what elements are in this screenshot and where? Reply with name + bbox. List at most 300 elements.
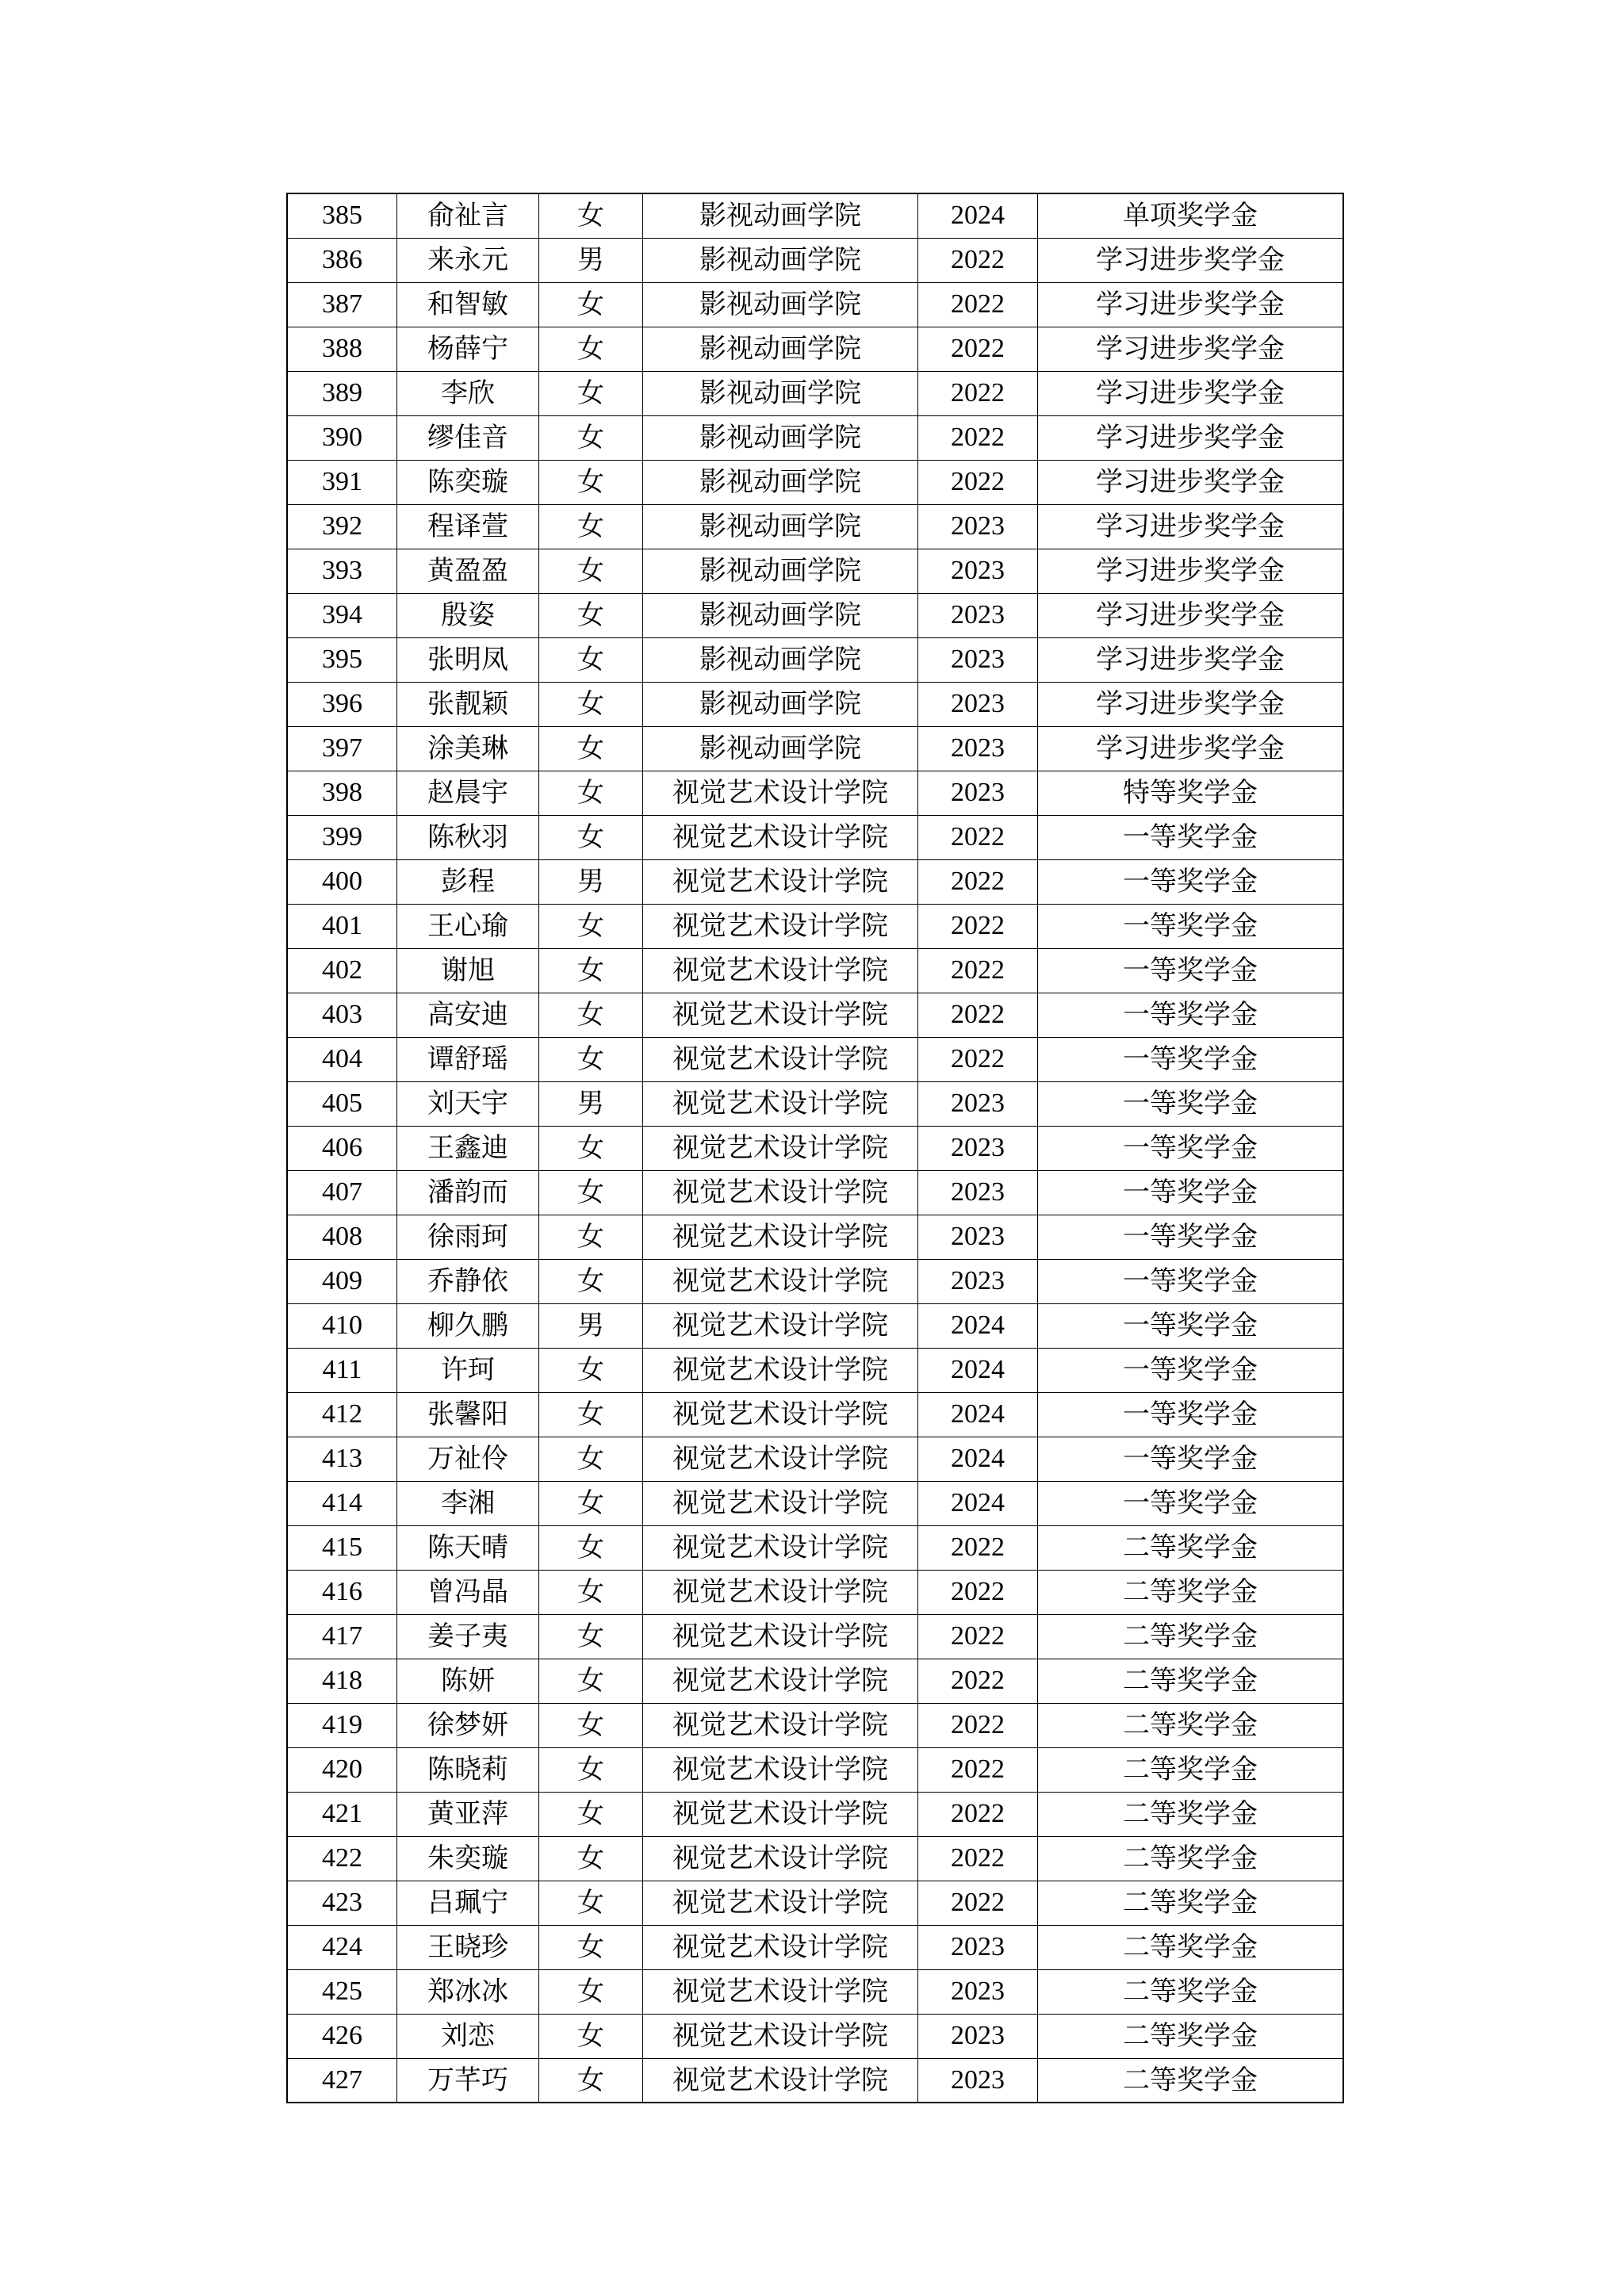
row-number-cell: 406 [287, 1126, 397, 1170]
college-cell: 影视动画学院 [643, 415, 918, 460]
grade-year-cell: 2022 [918, 1747, 1038, 1792]
gender-cell: 女 [539, 415, 643, 460]
student-name-cell: 潘韵而 [397, 1170, 539, 1215]
table-row [287, 1126, 1343, 1170]
award-cell: 一等奖学金 [1038, 859, 1344, 904]
gender-cell: 女 [539, 504, 643, 549]
gender-cell: 女 [539, 948, 643, 993]
table-row [287, 1881, 1343, 1925]
row-number-cell: 419 [287, 1703, 397, 1747]
table-row [287, 1259, 1343, 1303]
college-cell: 视觉艺术设计学院 [643, 1881, 918, 1925]
student-name-cell: 程译萱 [397, 504, 539, 549]
gender-cell: 女 [539, 282, 643, 327]
student-name-cell: 杨薛宁 [397, 327, 539, 371]
award-cell: 二等奖学金 [1038, 1969, 1344, 2014]
award-cell: 一等奖学金 [1038, 1126, 1344, 1170]
grade-year-cell: 2022 [918, 371, 1038, 415]
student-name-cell: 谢旭 [397, 948, 539, 993]
student-name-cell: 赵晨宇 [397, 771, 539, 815]
grade-year-cell: 2023 [918, 1126, 1038, 1170]
table-row [287, 1836, 1343, 1881]
gender-cell: 女 [539, 1969, 643, 2014]
college-cell: 视觉艺术设计学院 [643, 1170, 918, 1215]
row-number-cell: 415 [287, 1525, 397, 1570]
row-number-cell: 389 [287, 371, 397, 415]
row-number-cell: 427 [287, 2058, 397, 2103]
table-row [287, 1525, 1343, 1570]
college-cell: 视觉艺术设计学院 [643, 1570, 918, 1614]
college-cell: 影视动画学院 [643, 549, 918, 593]
grade-year-cell: 2022 [918, 1703, 1038, 1747]
award-cell: 二等奖学金 [1038, 1614, 1344, 1659]
gender-cell: 女 [539, 593, 643, 637]
student-name-cell: 吕珮宁 [397, 1881, 539, 1925]
table-row [287, 1437, 1343, 1481]
award-cell: 二等奖学金 [1038, 1925, 1344, 1969]
table-row [287, 682, 1343, 726]
gender-cell: 女 [539, 327, 643, 371]
award-cell: 二等奖学金 [1038, 2058, 1344, 2103]
grade-year-cell: 2022 [918, 1792, 1038, 1836]
gender-cell: 女 [539, 1792, 643, 1836]
college-cell: 影视动画学院 [643, 504, 918, 549]
student-name-cell: 许珂 [397, 1348, 539, 1392]
student-name-cell: 刘天宇 [397, 1081, 539, 1126]
gender-cell: 女 [539, 193, 643, 238]
row-number-cell: 409 [287, 1259, 397, 1303]
student-name-cell: 陈天晴 [397, 1525, 539, 1570]
row-number-cell: 407 [287, 1170, 397, 1215]
gender-cell: 女 [539, 637, 643, 682]
table-row [287, 2058, 1343, 2103]
student-name-cell: 和智敏 [397, 282, 539, 327]
table-row [287, 1392, 1343, 1437]
grade-year-cell: 2023 [918, 771, 1038, 815]
college-cell: 视觉艺术设计学院 [643, 1969, 918, 2014]
grade-year-cell: 2023 [918, 1969, 1038, 2014]
grade-year-cell: 2022 [918, 238, 1038, 282]
college-cell: 视觉艺术设计学院 [643, 1215, 918, 1259]
table-row [287, 859, 1343, 904]
grade-year-cell: 2024 [918, 193, 1038, 238]
grade-year-cell: 2022 [918, 1614, 1038, 1659]
grade-year-cell: 2024 [918, 1392, 1038, 1437]
college-cell: 影视动画学院 [643, 371, 918, 415]
row-number-cell: 386 [287, 238, 397, 282]
row-number-cell: 418 [287, 1659, 397, 1703]
award-cell: 一等奖学金 [1038, 815, 1344, 859]
award-cell: 一等奖学金 [1038, 948, 1344, 993]
grade-year-cell: 2023 [918, 1081, 1038, 1126]
grade-year-cell: 2024 [918, 1481, 1038, 1525]
college-cell: 视觉艺术设计学院 [643, 1703, 918, 1747]
college-cell: 视觉艺术设计学院 [643, 1925, 918, 1969]
table-row [287, 1792, 1343, 1836]
grade-year-cell: 2024 [918, 1437, 1038, 1481]
row-number-cell: 393 [287, 549, 397, 593]
gender-cell: 女 [539, 1747, 643, 1792]
grade-year-cell: 2022 [918, 993, 1038, 1037]
grade-year-cell: 2022 [918, 1836, 1038, 1881]
student-name-cell: 缪佳音 [397, 415, 539, 460]
award-cell: 一等奖学金 [1038, 1037, 1344, 1081]
college-cell: 视觉艺术设计学院 [643, 2014, 918, 2058]
student-name-cell: 涂美琳 [397, 726, 539, 771]
table-row [287, 327, 1343, 371]
row-number-cell: 422 [287, 1836, 397, 1881]
table-row [287, 771, 1343, 815]
row-number-cell: 411 [287, 1348, 397, 1392]
award-cell: 二等奖学金 [1038, 1659, 1344, 1703]
gender-cell: 男 [539, 238, 643, 282]
grade-year-cell: 2024 [918, 1303, 1038, 1348]
student-name-cell: 张馨阳 [397, 1392, 539, 1437]
grade-year-cell: 2022 [918, 1037, 1038, 1081]
row-number-cell: 424 [287, 1925, 397, 1969]
table-row [287, 371, 1343, 415]
award-cell: 一等奖学金 [1038, 1392, 1344, 1437]
student-name-cell: 徐雨珂 [397, 1215, 539, 1259]
table-row [287, 1215, 1343, 1259]
grade-year-cell: 2022 [918, 1570, 1038, 1614]
award-cell: 一等奖学金 [1038, 1215, 1344, 1259]
student-name-cell: 朱奕璇 [397, 1836, 539, 1881]
student-name-cell: 乔静依 [397, 1259, 539, 1303]
table-row [287, 1614, 1343, 1659]
award-cell: 单项奖学金 [1038, 193, 1344, 238]
college-cell: 视觉艺术设计学院 [643, 2058, 918, 2103]
table-row [287, 726, 1343, 771]
table-row [287, 637, 1343, 682]
gender-cell: 男 [539, 1303, 643, 1348]
table-row [287, 1703, 1343, 1747]
student-name-cell: 彭程 [397, 859, 539, 904]
row-number-cell: 421 [287, 1792, 397, 1836]
row-number-cell: 417 [287, 1614, 397, 1659]
award-cell: 二等奖学金 [1038, 1792, 1344, 1836]
college-cell: 视觉艺术设计学院 [643, 1081, 918, 1126]
grade-year-cell: 2022 [918, 1881, 1038, 1925]
college-cell: 视觉艺术设计学院 [643, 1437, 918, 1481]
table-row [287, 1081, 1343, 1126]
college-cell: 视觉艺术设计学院 [643, 859, 918, 904]
table-row [287, 282, 1343, 327]
row-number-cell: 397 [287, 726, 397, 771]
table-row [287, 460, 1343, 504]
grade-year-cell: 2022 [918, 415, 1038, 460]
gender-cell: 女 [539, 1570, 643, 1614]
student-name-cell: 郑冰冰 [397, 1969, 539, 2014]
grade-year-cell: 2023 [918, 549, 1038, 593]
scholarship-list-table [286, 193, 1344, 2103]
gender-cell: 女 [539, 993, 643, 1037]
student-name-cell: 张靓颖 [397, 682, 539, 726]
grade-year-cell: 2023 [918, 504, 1038, 549]
grade-year-cell: 2022 [918, 282, 1038, 327]
college-cell: 视觉艺术设计学院 [643, 948, 918, 993]
award-cell: 二等奖学金 [1038, 1836, 1344, 1881]
table-row [287, 948, 1343, 993]
gender-cell: 女 [539, 1925, 643, 1969]
row-number-cell: 425 [287, 1969, 397, 2014]
grade-year-cell: 2023 [918, 1215, 1038, 1259]
college-cell: 影视动画学院 [643, 460, 918, 504]
gender-cell: 女 [539, 1126, 643, 1170]
gender-cell: 女 [539, 1836, 643, 1881]
student-name-cell: 李欣 [397, 371, 539, 415]
table-row [287, 1037, 1343, 1081]
college-cell: 视觉艺术设计学院 [643, 815, 918, 859]
grade-year-cell: 2022 [918, 904, 1038, 948]
row-number-cell: 423 [287, 1881, 397, 1925]
row-number-cell: 396 [287, 682, 397, 726]
student-name-cell: 万祉伶 [397, 1437, 539, 1481]
student-name-cell: 李湘 [397, 1481, 539, 1525]
student-name-cell: 陈晓莉 [397, 1747, 539, 1792]
gender-cell: 男 [539, 1081, 643, 1126]
college-cell: 视觉艺术设计学院 [643, 1303, 918, 1348]
gender-cell: 女 [539, 2058, 643, 2103]
award-cell: 一等奖学金 [1038, 1437, 1344, 1481]
award-cell: 学习进步奖学金 [1038, 460, 1344, 504]
table-row [287, 238, 1343, 282]
award-cell: 学习进步奖学金 [1038, 371, 1344, 415]
student-name-cell: 曾冯晶 [397, 1570, 539, 1614]
row-number-cell: 403 [287, 993, 397, 1037]
college-cell: 视觉艺术设计学院 [643, 1792, 918, 1836]
student-name-cell: 王晓珍 [397, 1925, 539, 1969]
award-cell: 一等奖学金 [1038, 1259, 1344, 1303]
row-number-cell: 391 [287, 460, 397, 504]
student-name-cell: 俞祉言 [397, 193, 539, 238]
row-number-cell: 394 [287, 593, 397, 637]
award-cell: 学习进步奖学金 [1038, 637, 1344, 682]
award-cell: 一等奖学金 [1038, 1303, 1344, 1348]
college-cell: 影视动画学院 [643, 637, 918, 682]
grade-year-cell: 2022 [918, 1525, 1038, 1570]
gender-cell: 女 [539, 682, 643, 726]
gender-cell: 女 [539, 1437, 643, 1481]
award-cell: 学习进步奖学金 [1038, 327, 1344, 371]
college-cell: 视觉艺术设计学院 [643, 1348, 918, 1392]
college-cell: 视觉艺术设计学院 [643, 1126, 918, 1170]
award-cell: 学习进步奖学金 [1038, 282, 1344, 327]
table-row [287, 504, 1343, 549]
row-number-cell: 395 [287, 637, 397, 682]
award-cell: 学习进步奖学金 [1038, 238, 1344, 282]
table-row [287, 1570, 1343, 1614]
student-name-cell: 王心瑜 [397, 904, 539, 948]
grade-year-cell: 2023 [918, 682, 1038, 726]
award-cell: 学习进步奖学金 [1038, 682, 1344, 726]
college-cell: 影视动画学院 [643, 593, 918, 637]
table-row [287, 1925, 1343, 1969]
gender-cell: 女 [539, 1481, 643, 1525]
grade-year-cell: 2024 [918, 1348, 1038, 1392]
college-cell: 视觉艺术设计学院 [643, 993, 918, 1037]
award-cell: 学习进步奖学金 [1038, 415, 1344, 460]
gender-cell: 女 [539, 1215, 643, 1259]
row-number-cell: 420 [287, 1747, 397, 1792]
table-row [287, 815, 1343, 859]
row-number-cell: 392 [287, 504, 397, 549]
award-cell: 一等奖学金 [1038, 1170, 1344, 1215]
award-cell: 二等奖学金 [1038, 2014, 1344, 2058]
award-cell: 二等奖学金 [1038, 1747, 1344, 1792]
gender-cell: 女 [539, 815, 643, 859]
grade-year-cell: 2022 [918, 460, 1038, 504]
award-cell: 二等奖学金 [1038, 1703, 1344, 1747]
table-row [287, 593, 1343, 637]
gender-cell: 女 [539, 1348, 643, 1392]
student-name-cell: 张明凤 [397, 637, 539, 682]
college-cell: 影视动画学院 [643, 282, 918, 327]
row-number-cell: 404 [287, 1037, 397, 1081]
row-number-cell: 390 [287, 415, 397, 460]
row-number-cell: 410 [287, 1303, 397, 1348]
gender-cell: 女 [539, 460, 643, 504]
student-name-cell: 刘恋 [397, 2014, 539, 2058]
grade-year-cell: 2022 [918, 815, 1038, 859]
college-cell: 视觉艺术设计学院 [643, 1037, 918, 1081]
gender-cell: 女 [539, 549, 643, 593]
table-row [287, 1170, 1343, 1215]
college-cell: 视觉艺术设计学院 [643, 1392, 918, 1437]
grade-year-cell: 2022 [918, 1659, 1038, 1703]
table-row [287, 1481, 1343, 1525]
college-cell: 视觉艺术设计学院 [643, 904, 918, 948]
grade-year-cell: 2023 [918, 1259, 1038, 1303]
row-number-cell: 408 [287, 1215, 397, 1259]
table-row [287, 549, 1343, 593]
gender-cell: 女 [539, 771, 643, 815]
table-row [287, 1659, 1343, 1703]
student-name-cell: 陈秋羽 [397, 815, 539, 859]
gender-cell: 女 [539, 1259, 643, 1303]
gender-cell: 女 [539, 1392, 643, 1437]
college-cell: 影视动画学院 [643, 682, 918, 726]
student-name-cell: 黄亚萍 [397, 1792, 539, 1836]
student-name-cell: 黄盈盈 [397, 549, 539, 593]
award-cell: 一等奖学金 [1038, 993, 1344, 1037]
row-number-cell: 401 [287, 904, 397, 948]
award-cell: 一等奖学金 [1038, 1348, 1344, 1392]
college-cell: 视觉艺术设计学院 [643, 1481, 918, 1525]
row-number-cell: 400 [287, 859, 397, 904]
college-cell: 影视动画学院 [643, 726, 918, 771]
row-number-cell: 399 [287, 815, 397, 859]
gender-cell: 男 [539, 859, 643, 904]
grade-year-cell: 2023 [918, 1170, 1038, 1215]
table-row [287, 1747, 1343, 1792]
college-cell: 视觉艺术设计学院 [643, 1659, 918, 1703]
table-row [287, 193, 1343, 238]
grade-year-cell: 2022 [918, 948, 1038, 993]
grade-year-cell: 2023 [918, 2058, 1038, 2103]
college-cell: 视觉艺术设计学院 [643, 1614, 918, 1659]
row-number-cell: 405 [287, 1081, 397, 1126]
table-row [287, 1348, 1343, 1392]
college-cell: 影视动画学院 [643, 327, 918, 371]
grade-year-cell: 2023 [918, 593, 1038, 637]
row-number-cell: 402 [287, 948, 397, 993]
gender-cell: 女 [539, 1037, 643, 1081]
row-number-cell: 426 [287, 2014, 397, 2058]
student-name-cell: 柳久鹏 [397, 1303, 539, 1348]
student-name-cell: 高安迪 [397, 993, 539, 1037]
college-cell: 视觉艺术设计学院 [643, 1747, 918, 1792]
table-row [287, 2014, 1343, 2058]
award-cell: 二等奖学金 [1038, 1881, 1344, 1925]
gender-cell: 女 [539, 371, 643, 415]
student-name-cell: 万芊巧 [397, 2058, 539, 2103]
row-number-cell: 385 [287, 193, 397, 238]
student-name-cell: 殷姿 [397, 593, 539, 637]
student-name-cell: 姜子夷 [397, 1614, 539, 1659]
college-cell: 影视动画学院 [643, 238, 918, 282]
grade-year-cell: 2023 [918, 726, 1038, 771]
table-row [287, 415, 1343, 460]
table-row [287, 904, 1343, 948]
award-cell: 学习进步奖学金 [1038, 549, 1344, 593]
gender-cell: 女 [539, 1659, 643, 1703]
row-number-cell: 398 [287, 771, 397, 815]
gender-cell: 女 [539, 1614, 643, 1659]
award-cell: 二等奖学金 [1038, 1570, 1344, 1614]
award-cell: 学习进步奖学金 [1038, 504, 1344, 549]
student-name-cell: 陈奕璇 [397, 460, 539, 504]
grade-year-cell: 2023 [918, 2014, 1038, 2058]
gender-cell: 女 [539, 904, 643, 948]
student-name-cell: 王鑫迪 [397, 1126, 539, 1170]
award-cell: 学习进步奖学金 [1038, 593, 1344, 637]
award-cell: 一等奖学金 [1038, 904, 1344, 948]
row-number-cell: 414 [287, 1481, 397, 1525]
college-cell: 视觉艺术设计学院 [643, 1836, 918, 1881]
college-cell: 影视动画学院 [643, 193, 918, 238]
award-cell: 二等奖学金 [1038, 1525, 1344, 1570]
grade-year-cell: 2023 [918, 637, 1038, 682]
table-row [287, 993, 1343, 1037]
row-number-cell: 413 [287, 1437, 397, 1481]
grade-year-cell: 2023 [918, 1925, 1038, 1969]
student-name-cell: 陈妍 [397, 1659, 539, 1703]
gender-cell: 女 [539, 1170, 643, 1215]
student-name-cell: 谭舒瑶 [397, 1037, 539, 1081]
gender-cell: 女 [539, 2014, 643, 2058]
gender-cell: 女 [539, 1881, 643, 1925]
student-name-cell: 来永元 [397, 238, 539, 282]
table-row [287, 1969, 1343, 2014]
row-number-cell: 387 [287, 282, 397, 327]
student-name-cell: 徐梦妍 [397, 1703, 539, 1747]
grade-year-cell: 2022 [918, 859, 1038, 904]
grade-year-cell: 2022 [918, 327, 1038, 371]
gender-cell: 女 [539, 1525, 643, 1570]
college-cell: 视觉艺术设计学院 [643, 1259, 918, 1303]
gender-cell: 女 [539, 726, 643, 771]
gender-cell: 女 [539, 1703, 643, 1747]
table-row [287, 1303, 1343, 1348]
row-number-cell: 412 [287, 1392, 397, 1437]
award-cell: 特等奖学金 [1038, 771, 1344, 815]
award-cell: 一等奖学金 [1038, 1481, 1344, 1525]
table-body [287, 193, 1343, 2103]
row-number-cell: 388 [287, 327, 397, 371]
award-cell: 一等奖学金 [1038, 1081, 1344, 1126]
award-cell: 学习进步奖学金 [1038, 726, 1344, 771]
